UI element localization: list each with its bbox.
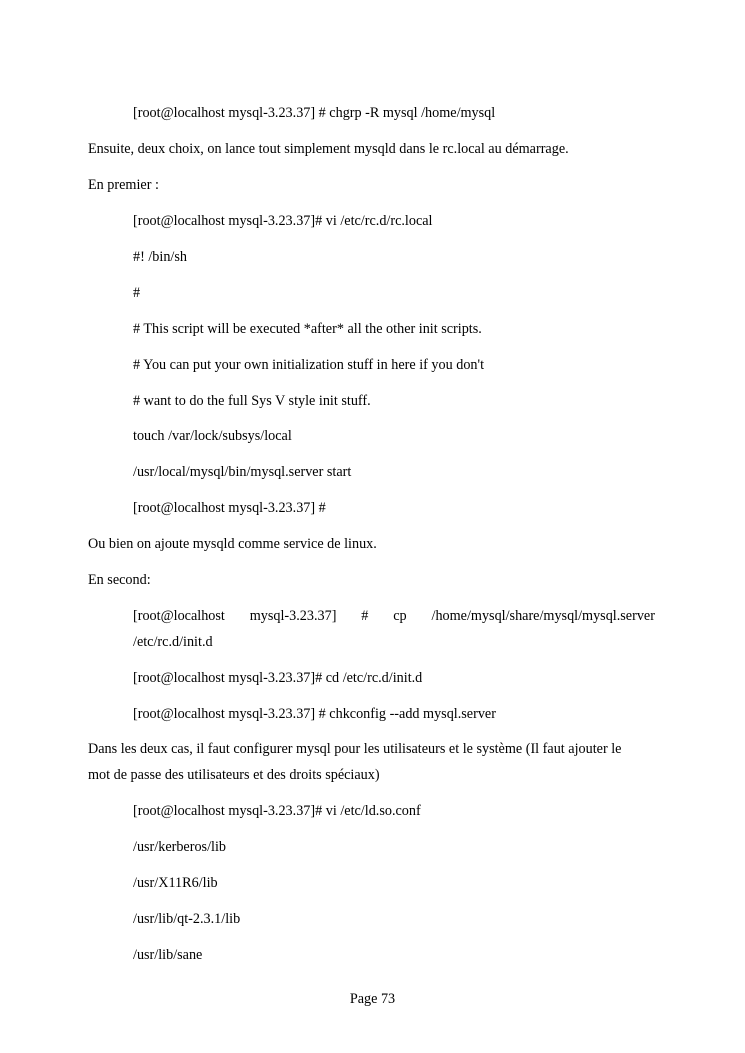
code-line-sane: /usr/lib/sane [133, 947, 203, 963]
code-line-vi-rc-local: [root@localhost mysql-3.23.37]# vi /etc/rc.d/rc.local [133, 213, 433, 229]
code-line-cp-destination: /etc/rc.d/init.d [133, 634, 213, 650]
code-line-x11r6-lib: /usr/X11R6/lib [133, 875, 218, 891]
code-line-comment-sysv: # want to do the full Sys V style init stuff. [133, 393, 371, 409]
paragraph-dans-les-deux-cas: Dans les deux cas, il faut configurer mysql pour les utilisateurs et le système (Il faut ajouter le [88, 741, 622, 757]
code-line-kerberos-lib: /usr/kerberos/lib [133, 839, 226, 855]
cp-cmd: cp [393, 608, 407, 624]
cp-source: /home/mysql/share/mysql/mysql.server [431, 608, 655, 624]
paragraph-mot-de-passe: mot de passe des utilisateurs et des droits spéciaux) [88, 767, 380, 783]
code-line-chkconfig: [root@localhost mysql-3.23.37] # chkconfig --add mysql.server [133, 706, 496, 722]
cp-prompt-dir: mysql-3.23.37] [249, 608, 337, 624]
paragraph-ou-bien: Ou bien on ajoute mysqld comme service de linux. [88, 536, 377, 552]
code-line-mysql-server-start: /usr/local/mysql/bin/mysql.server start [133, 464, 352, 480]
cp-prompt-host: [root@localhost [133, 608, 225, 624]
code-line-chgrp: [root@localhost mysql-3.23.37] # chgrp -R mysql /home/mysql [133, 105, 496, 121]
code-line-comment-initialization: # You can put your own initialization stuff in here if you don't [133, 357, 485, 373]
code-line-cd-init-d: [root@localhost mysql-3.23.37]# cd /etc/rc.d/init.d [133, 670, 423, 686]
code-line-comment-empty: # [133, 285, 141, 301]
code-line-vi-ld-so-conf: [root@localhost mysql-3.23.37]# vi /etc/ld.so.conf [133, 803, 421, 819]
code-line-prompt: [root@localhost mysql-3.23.37] # [133, 500, 326, 516]
code-line-comment-executed: # This script will be executed *after* all the other init scripts. [133, 321, 482, 337]
paragraph-en-premier: En premier : [88, 177, 159, 193]
code-line-touch: touch /var/lock/subsys/local [133, 428, 292, 444]
paragraph-ensuite: Ensuite, deux choix, on lance tout simplement mysqld dans le rc.local au démarrage. [88, 141, 569, 157]
paragraph-en-second: En second: [88, 572, 151, 588]
page-number: Page 73 [349, 991, 396, 1007]
code-line-qt-lib: /usr/lib/qt-2.3.1/lib [133, 911, 241, 927]
code-line-shebang: #! /bin/sh [133, 249, 187, 265]
cp-hash: # [361, 608, 369, 624]
code-line-cp-command [133, 607, 655, 625]
